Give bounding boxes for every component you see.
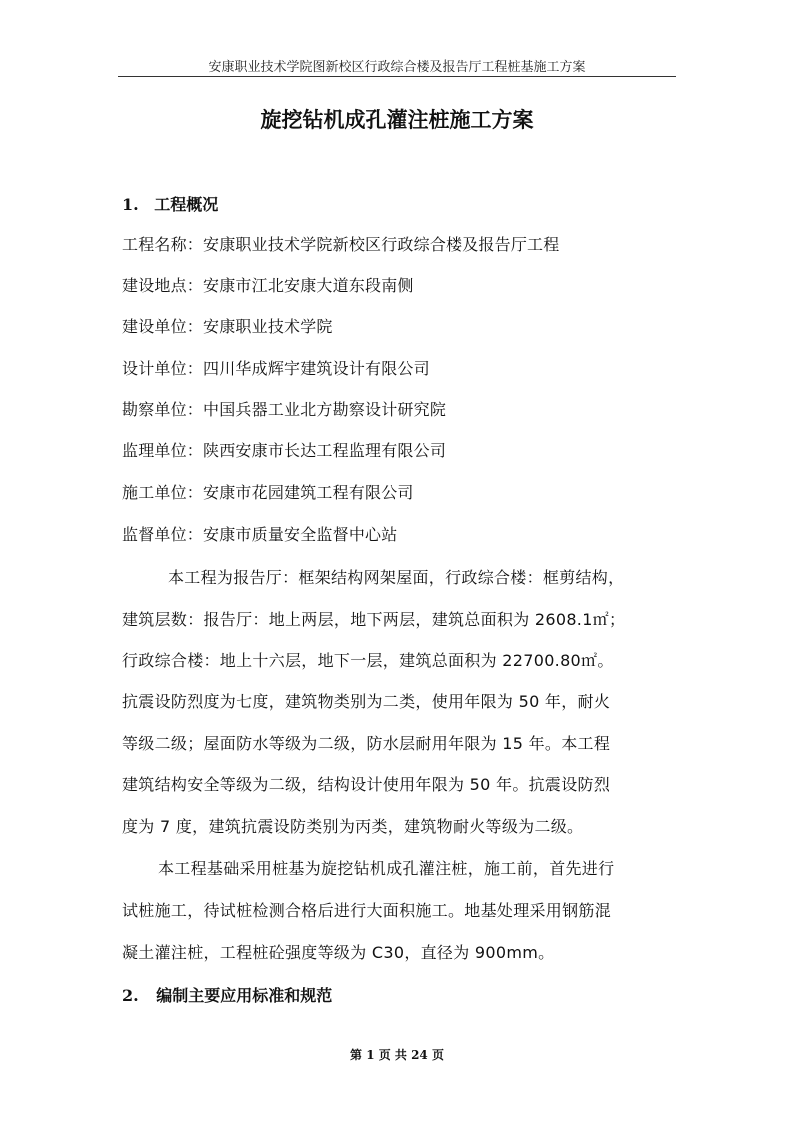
info-value: 安康市花园建筑工程有限公司: [203, 483, 414, 502]
paragraph-line: 试桩施工，待试桩检测合格后进行大面积施工。地基处理采用钢筋混: [122, 901, 612, 920]
info-value: 中国兵器工业北方勘察设计研究院: [203, 400, 447, 419]
paragraph-line: 抗震设防烈度为七度，建筑物类别为二类，使用年限为 50 年，耐火: [122, 692, 611, 711]
info-value: 陕西安康市长达工程监理有限公司: [203, 441, 447, 460]
info-label: 设计单位：: [122, 359, 204, 378]
info-row-survey: [122, 397, 446, 420]
info-label: 工程名称：: [122, 235, 204, 254]
info-value: 四川华成辉宇建筑设计有限公司: [203, 359, 430, 378]
info-label: 建设单位：: [122, 317, 204, 336]
section-2-title: 编制主要应用标准和规范: [156, 986, 333, 1005]
paragraph-line: 等级二级；屋面防水等级为二级，防水层耐用年限为 15 年。本工程: [122, 734, 611, 753]
paragraph-line: 本工程为报告厅：框架结构网架屋面，行政综合楼：框剪结构，: [168, 568, 625, 587]
paragraph-line: 建筑层数：报告厅：地上两层，地下两层，建筑总面积为 2608.1㎡；: [122, 610, 626, 629]
info-value: 安康市质量安全监督中心站: [203, 525, 398, 544]
info-row-location: [122, 273, 414, 296]
info-row-supervisor: [122, 438, 446, 461]
info-row-contractor: [122, 480, 414, 503]
info-value: 安康职业技术学院: [203, 317, 333, 336]
section-1-heading: [122, 192, 218, 215]
paragraph-line: 度为 7 度，建筑抗震设防类别为丙类，建筑物耐火等级为二级。: [122, 817, 584, 836]
page-number: 第 1 页 共 24 页: [350, 1048, 444, 1062]
info-row-designer: [122, 356, 430, 379]
info-value: 安康职业技术学院新校区行政综合楼及报告厅工程: [203, 235, 560, 254]
paragraph-line: 本工程基础采用桩基为旋挖钻机成孔灌注桩，施工前，首先进行: [158, 859, 615, 878]
paragraph-line: 凝土灌注桩，工程桩砼强度等级为 C30，直径为 900mm。: [122, 943, 555, 962]
running-header-text: 安康职业技术学院图新校区行政综合楼及报告厅工程桩基施工方案: [208, 60, 586, 75]
document-title: 旋挖钻机成孔灌注桩施工方案: [260, 107, 534, 132]
section-1-title: 工程概况: [154, 195, 219, 214]
section-2-heading: [122, 983, 332, 1006]
info-label: 施工单位：: [122, 483, 204, 502]
header-divider: [118, 76, 676, 77]
info-label: 监督单位：: [122, 525, 204, 544]
info-label: 勘察单位：: [122, 400, 204, 419]
info-label: 监理单位：: [122, 441, 204, 460]
info-row-oversight: [122, 522, 397, 545]
section-2-number: 2.: [122, 986, 139, 1005]
paragraph-line: 行政综合楼：地上十六层，地下一层，建筑总面积为 22700.80㎡。: [122, 651, 614, 670]
info-row-client: [122, 314, 333, 337]
paragraph-line: 建筑结构安全等级为二级，结构设计使用年限为 50 年。抗震设防烈: [122, 775, 611, 794]
info-row-project-name: [122, 232, 559, 255]
info-label: 建设地点：: [122, 276, 204, 295]
section-1-number: 1.: [122, 195, 139, 214]
info-value: 安康市江北安康大道东段南侧: [203, 276, 414, 295]
